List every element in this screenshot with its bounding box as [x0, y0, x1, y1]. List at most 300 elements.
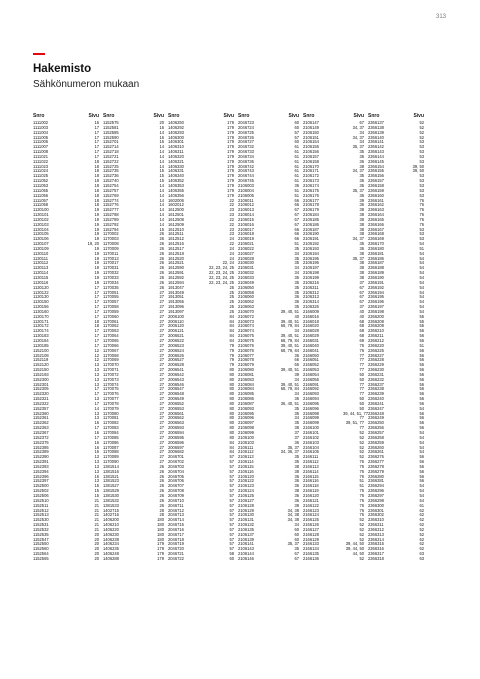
snro-cell: 2106137	[238, 532, 254, 537]
snro-cell: 2166102	[303, 435, 319, 440]
sivu-cell: 53	[419, 174, 424, 179]
snro-cell: 2166134	[303, 547, 319, 552]
snro-cell: 1612590	[168, 266, 184, 271]
snro-cell: 1381533	[103, 503, 119, 508]
snro-cell: 2006549	[168, 397, 184, 402]
sivu-cell: 27	[159, 353, 164, 358]
snro-cell: 1152300	[33, 377, 49, 382]
snro-cell: 2006594	[168, 431, 184, 435]
snro-cell: 1612511	[168, 232, 184, 237]
sivu-cell: 61	[294, 179, 299, 184]
sivu-cell: 53	[419, 193, 424, 198]
sivu-cell: 22, 23, 24, 25	[208, 280, 234, 285]
snro-cell: 2106128	[238, 503, 254, 508]
sivu-cell: 21	[94, 503, 99, 508]
sivu-cell: 56	[419, 474, 424, 479]
snro-cell: 1130120	[33, 285, 49, 290]
snro-cell: 2106016	[238, 222, 254, 227]
sivu-cell: 25	[229, 300, 234, 305]
snro-cell: 2046724	[238, 125, 254, 130]
snro-cell: 2366208	[368, 319, 384, 324]
snro-cell: 2366155	[368, 169, 384, 174]
sivu-cell: 27	[159, 455, 164, 460]
snro-cell: 2366281	[368, 479, 384, 484]
sivu-cell: 17	[94, 343, 99, 348]
snro-cell: 2046708	[168, 489, 184, 494]
sivu-cell: 36	[294, 280, 299, 285]
snro-cell: 2106103	[238, 440, 254, 445]
snro-cell: 2006523	[168, 343, 184, 348]
sivu-cell: 52	[359, 527, 364, 532]
snro-cell: 1406352	[168, 179, 184, 184]
snro-cell: 2366210	[368, 329, 384, 334]
sivu-cell: 68, 79, 84	[280, 348, 299, 353]
sivu-cell: 54	[419, 285, 424, 290]
snro-cell: 1152513	[33, 513, 49, 518]
sivu-cell: 80	[229, 406, 234, 411]
sivu-cell: 26	[159, 276, 164, 280]
snro-cell: 2166136	[303, 556, 319, 561]
sivu-cell: 17	[94, 285, 99, 290]
sivu-cell: 34	[359, 130, 364, 135]
snro-cell: 1170031	[103, 266, 119, 271]
sivu-cell: 20	[94, 547, 99, 552]
snro-cell: 2006528	[168, 363, 184, 368]
snro-cell: 2166054	[303, 372, 319, 377]
sivu-cell: 76	[419, 198, 424, 203]
column-header: Sivu	[353, 113, 364, 119]
snro-cell: 1152361	[33, 416, 49, 421]
snro-cell: 2166031	[303, 338, 319, 343]
snro-cell: 2106195	[303, 256, 319, 261]
sivu-cell: 68	[359, 329, 364, 334]
snro-cell: 2366137	[368, 121, 384, 125]
snro-cell: 2166029	[303, 334, 319, 339]
sivu-cell: 16	[159, 135, 164, 140]
snro-cell: 2106129	[238, 508, 254, 513]
sivu-cell: 57	[229, 527, 234, 532]
sivu-cell: 67	[359, 290, 364, 295]
sivu-cell: 38	[359, 271, 364, 276]
sivu-cell: 56	[419, 479, 424, 484]
sivu-cell: 76	[359, 508, 364, 513]
snro-cell: 1170077	[103, 397, 119, 402]
sivu-cell: 27	[159, 397, 164, 402]
sivu-cell: 80	[229, 397, 234, 402]
snro-cell: 2106012	[238, 203, 254, 208]
snro-cell: 2106171	[303, 169, 319, 174]
snro-cell: 2166028	[303, 329, 319, 334]
sivu-cell: 67	[294, 222, 299, 227]
sivu-cell: 14	[159, 154, 164, 159]
sivu-cell: 18	[94, 179, 99, 184]
sivu-cell: 39, 40, 51	[280, 382, 299, 387]
sivu-cell: 179	[227, 130, 234, 135]
snro-cell: 2106077	[238, 353, 254, 358]
sivu-cell: 14	[159, 130, 164, 135]
sivu-cell: 25	[229, 305, 234, 310]
sivu-cell: 80	[229, 372, 234, 377]
sivu-cell: 27	[159, 368, 164, 373]
snro-cell: 2106174	[303, 183, 319, 188]
snro-cell: 2366257	[368, 431, 384, 435]
snro-cell: 1111021	[33, 154, 49, 159]
snro-cell: 2106087	[238, 401, 254, 406]
snro-cell: 2106157	[303, 154, 319, 159]
sivu-cell: 179	[227, 193, 234, 198]
snro-cell: 2006546	[168, 382, 184, 387]
snro-cell: 1111008	[33, 150, 49, 155]
sivu-cell: 17	[94, 387, 99, 392]
snro-cell: 1170060	[103, 314, 119, 319]
sivu-cell: 66	[294, 232, 299, 237]
snro-cell: 1152565	[33, 556, 49, 561]
snro-cell: 2166103	[303, 440, 319, 445]
snro-cell: 2106194	[303, 251, 319, 256]
snro-cell: 2366194	[368, 290, 384, 295]
sivu-cell: 179	[227, 159, 234, 164]
sivu-cell: 52	[359, 431, 364, 435]
snro-cell: 2366276	[368, 455, 384, 460]
sivu-cell: 38	[294, 469, 299, 474]
snro-cell: 2106060	[238, 295, 254, 300]
column-header: Sivu	[153, 113, 164, 119]
snro-cell: 2106022	[238, 246, 254, 251]
snro-cell: 2366181	[368, 251, 384, 256]
snro-cell: 1130184	[33, 338, 49, 343]
sivu-cell: 57	[229, 493, 234, 498]
snro-cell: 1130174	[33, 329, 49, 334]
snro-cell: 2166123	[303, 508, 319, 513]
snro-cell: 1602006	[168, 198, 184, 203]
snro-cell: 2366143	[368, 150, 384, 155]
snro-cell: 1130111	[33, 256, 49, 261]
title-accent-bar	[33, 53, 45, 55]
snro-cell: 1152725	[103, 164, 119, 169]
snro-cell: 2106080	[238, 368, 254, 373]
snro-cell: 1612591	[168, 271, 184, 276]
sivu-cell: 76	[359, 489, 364, 494]
snro-cell: 2106185	[303, 217, 319, 222]
sivu-cell: 35	[294, 290, 299, 295]
snro-cell: 1170090	[103, 460, 119, 465]
sivu-cell: 62	[419, 518, 424, 523]
sivu-cell: 37	[294, 431, 299, 435]
snro-cell: 1406292	[168, 125, 184, 130]
sivu-cell: 16	[94, 445, 99, 450]
sivu-cell: 84	[229, 314, 234, 319]
snro-cell: 1170078	[103, 401, 119, 406]
sivu-cell: 16	[94, 421, 99, 426]
sivu-cell: 17	[94, 329, 99, 334]
sivu-cell: 35	[359, 154, 364, 159]
sivu-cell: 27	[159, 343, 164, 348]
page-number: 313	[435, 14, 446, 20]
sivu-cell: 27	[159, 358, 164, 363]
snro-cell: 2106158	[303, 159, 319, 164]
snro-cell: 2106075	[238, 334, 254, 339]
snro-cell: 2166094	[303, 397, 319, 402]
sivu-cell: 26	[159, 479, 164, 484]
sivu-cell: 37	[294, 435, 299, 440]
sivu-cell: 16	[94, 440, 99, 445]
sivu-cell: 84	[229, 338, 234, 343]
sivu-cell: 26	[159, 285, 164, 290]
sivu-cell: 27	[159, 377, 164, 382]
snro-cell: 2106072	[238, 314, 254, 319]
snro-cell: 1602012	[168, 203, 184, 208]
snro-cell: 2166093	[303, 392, 319, 397]
sivu-cell: 21	[94, 527, 99, 532]
sivu-cell: 79	[229, 348, 234, 353]
sivu-cell: 35	[359, 179, 364, 184]
sivu-cell: 14	[159, 203, 164, 208]
snro-cell: 2006562	[168, 416, 184, 421]
snro-cell: 1406200	[103, 518, 119, 523]
snro-cell: 2106190	[303, 232, 319, 237]
sivu-cell: 52	[419, 130, 424, 135]
snro-cell: 1152305	[33, 387, 49, 392]
sivu-cell: 61	[419, 503, 424, 508]
snro-cell: 2366163	[368, 208, 384, 213]
sivu-cell: 19	[94, 213, 99, 218]
snro-cell: 2046711	[168, 503, 184, 508]
sivu-cell: 23	[229, 227, 234, 232]
sivu-cell: 76	[419, 208, 424, 213]
sivu-cell: 36	[359, 246, 364, 251]
snro-cell: 2106156	[303, 150, 319, 155]
snro-cell: 1111058	[33, 203, 49, 208]
sivu-cell: 39	[294, 503, 299, 508]
sivu-cell: 26	[159, 464, 164, 469]
snro-cell: 2006548	[168, 392, 184, 397]
sivu-cell: 57	[229, 513, 234, 518]
sivu-cell: 25	[229, 309, 234, 314]
snro-cell: 1152735	[103, 169, 119, 174]
snro-cell: 1111005	[33, 135, 49, 140]
sivu-cell: 52	[419, 532, 424, 537]
sivu-cell: 179	[227, 169, 234, 174]
snro-cell: 1170057	[103, 300, 119, 305]
snro-cell: 2166133	[303, 542, 319, 547]
snro-cell: 2006682	[168, 450, 184, 455]
sivu-cell: 34, 37	[352, 135, 364, 140]
snro-cell: 2006543	[168, 377, 184, 382]
sivu-cell: 57	[229, 537, 234, 542]
snro-cell: 1152119	[33, 358, 49, 363]
sivu-cell: 17	[94, 154, 99, 159]
sivu-cell: 54	[419, 256, 424, 261]
snro-cell: 2366189	[368, 271, 384, 276]
snro-cell: 1130110	[33, 251, 49, 256]
sivu-cell: 22	[229, 222, 234, 227]
snro-cell: 2106131	[238, 518, 254, 523]
snro-cell: 1406288	[103, 556, 119, 561]
table-header-row	[33, 111, 448, 121]
sivu-cell: 18	[94, 319, 99, 324]
sivu-cell: 20	[94, 537, 99, 542]
sivu-cell: 12	[94, 353, 99, 358]
sivu-cell: 57	[229, 460, 234, 465]
sivu-cell: 76	[359, 464, 364, 469]
snro-cell: 2006524	[168, 348, 184, 353]
sivu-cell: 38	[359, 251, 364, 256]
sivu-cell: 56	[419, 329, 424, 334]
snro-cell: 2166119	[303, 489, 319, 494]
snro-cell: 2366154	[368, 164, 384, 169]
snro-cell: 2366165	[368, 217, 384, 222]
sivu-cell: 54	[419, 445, 424, 450]
snro-cell: 2106124	[238, 489, 254, 494]
sivu-cell: 62	[419, 523, 424, 528]
sivu-cell: 57	[229, 518, 234, 523]
snro-cell: 2166009	[303, 309, 319, 314]
snro-cell: 1152757	[103, 188, 119, 193]
snro-cell: 1170074	[103, 382, 119, 387]
snro-cell: 2046703	[168, 464, 184, 469]
snro-cell: 2106083	[238, 377, 254, 382]
snro-cell: 1170081	[103, 416, 119, 421]
snro-cell: 1406234	[103, 542, 119, 547]
snro-cell: 1406210	[103, 523, 119, 528]
snro-cell: 2166121	[303, 498, 319, 503]
sivu-cell: 179	[227, 188, 234, 193]
snro-cell: 2106135	[238, 527, 254, 532]
snro-cell: 2006597	[168, 445, 184, 450]
snro-cell: 2106184	[303, 213, 319, 218]
snro-cell: 2106216	[303, 280, 319, 285]
sivu-cell: 17	[94, 314, 99, 319]
snro-cell: 1152575	[103, 121, 119, 125]
snro-cell: 1130112	[33, 261, 49, 266]
snro-cell: 1152301	[33, 382, 49, 387]
sivu-cell: 26	[159, 246, 164, 251]
snro-cell: 1152367	[33, 431, 49, 435]
snro-cell: 1152506	[33, 493, 49, 498]
snro-cell: 2166115	[303, 474, 319, 479]
snro-cell: 1111024	[33, 169, 49, 174]
sivu-cell: 62	[419, 537, 424, 542]
snro-cell: 1170002	[103, 232, 119, 237]
snro-cell: 2166104	[303, 445, 319, 450]
snro-cell: 2106130	[238, 513, 254, 518]
sivu-cell: 14	[159, 217, 164, 222]
snro-cell: 2366316	[368, 547, 384, 552]
sivu-cell: 179	[157, 556, 164, 561]
sivu-cell: 15	[94, 484, 99, 489]
sivu-cell: 24	[229, 246, 234, 251]
snro-cell: 2366209	[368, 324, 384, 329]
sivu-cell: 179	[227, 140, 234, 145]
snro-cell: 1406248	[103, 552, 119, 557]
sivu-cell: 50	[359, 406, 364, 411]
sivu-cell: 38	[359, 232, 364, 237]
sivu-cell: 36	[294, 493, 299, 498]
sivu-cell: 61	[294, 169, 299, 174]
sivu-cell: 51	[359, 479, 364, 484]
snro-cell: 2106021	[238, 242, 254, 247]
sivu-cell: 55	[419, 324, 424, 329]
snro-cell: 1152394	[33, 469, 49, 474]
sivu-cell: 21	[94, 508, 99, 513]
sivu-cell: 77	[359, 363, 364, 368]
sivu-cell: 179	[227, 183, 234, 188]
sivu-cell: 18	[94, 174, 99, 179]
snro-cell: 2366164	[368, 213, 384, 218]
snro-cell: 2366232	[368, 377, 384, 382]
snro-cell: 2106018	[238, 232, 254, 237]
sivu-cell: 63	[419, 556, 424, 561]
sivu-cell: 26	[159, 242, 164, 247]
sivu-cell: 38	[359, 276, 364, 280]
snro-cell: 1111007	[33, 145, 49, 150]
sivu-cell: 180	[157, 537, 164, 542]
sivu-cell: 52	[359, 445, 364, 450]
snro-cell: 1130116	[33, 280, 49, 285]
snro-cell: 1152722	[103, 159, 119, 164]
snro-cell: 1170058	[103, 305, 119, 310]
sivu-cell: 54	[419, 290, 424, 295]
sivu-cell: 84	[229, 334, 234, 339]
sivu-cell: 67	[294, 556, 299, 561]
sivu-cell: 15	[94, 493, 99, 498]
sivu-cell: 58	[229, 552, 234, 557]
sivu-cell: 57	[229, 547, 234, 552]
sivu-cell: 80	[229, 431, 234, 435]
snro-cell: 1111055	[33, 188, 49, 193]
sivu-cell: 36	[359, 159, 364, 164]
snro-cell: 1406235	[103, 547, 119, 552]
snro-cell: 1406293	[168, 130, 184, 135]
snro-cell: 2106014	[238, 213, 254, 218]
sivu-cell: 54	[419, 276, 424, 280]
snro-cell: 2166100	[303, 426, 319, 431]
sivu-cell: 56	[419, 368, 424, 373]
sivu-cell: 179	[227, 125, 234, 130]
snro-cell: 1130106	[33, 237, 49, 242]
sivu-cell: 14	[159, 159, 164, 164]
snro-cell: 1170068	[103, 353, 119, 358]
sivu-cell: 52	[359, 455, 364, 460]
sivu-cell: 13	[94, 382, 99, 387]
sivu-cell: 60	[294, 121, 299, 125]
snro-cell: 2046707	[168, 484, 184, 489]
sivu-cell: 80	[229, 392, 234, 397]
sivu-cell: 56	[419, 382, 424, 387]
snro-cell: 1913097	[168, 309, 184, 314]
snro-cell: 2366247	[368, 406, 384, 411]
snro-cell: 1152792	[103, 222, 119, 227]
snro-cell: 1152754	[103, 183, 119, 188]
sivu-cell: 51	[294, 188, 299, 193]
snro-cell: 1170059	[103, 309, 119, 314]
snro-cell: 1406301	[168, 140, 184, 145]
sivu-cell: 26	[159, 503, 164, 508]
snro-cell: 2106191	[303, 237, 319, 242]
snro-cell: 1406320	[168, 154, 184, 159]
sivu-cell: 22	[229, 242, 234, 247]
snro-cell: 2366250	[368, 421, 384, 426]
snro-cell: 2366187	[368, 261, 384, 266]
snro-cell: 2046736	[238, 159, 254, 164]
snro-cell: 2366198	[368, 309, 384, 314]
sivu-cell: 80	[229, 368, 234, 373]
snro-cell: 2106114	[238, 460, 254, 465]
snro-cell: 1152794	[103, 227, 119, 232]
snro-cell: 2166091	[303, 382, 319, 387]
sivu-cell: 38	[359, 164, 364, 169]
sivu-cell: 84	[229, 445, 234, 450]
